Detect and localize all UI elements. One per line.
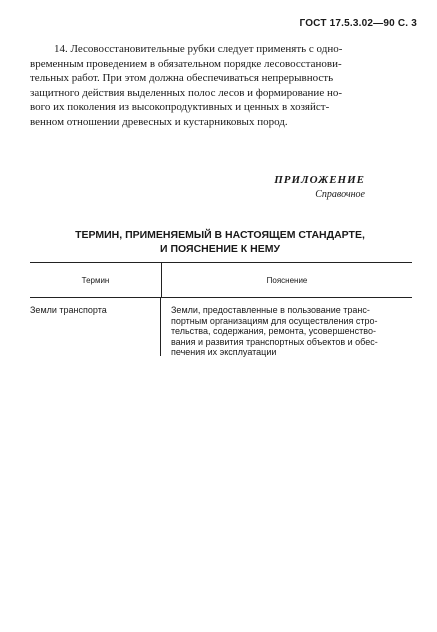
paragraph-line: вого их поколения из высокопродуктивных и ценных в хозяйст-	[30, 101, 330, 113]
appendix-subtitle: Справочное	[315, 189, 365, 200]
appendix-block	[274, 174, 365, 200]
terms-table	[30, 262, 412, 358]
table-header-row	[30, 263, 412, 297]
paragraph-line: временным проведением в обязательном порядке лесовосстанови-	[30, 57, 342, 70]
section-heading	[30, 228, 410, 256]
cell-term: Земли транспорта	[30, 298, 161, 356]
paragraph-line: венном отношении древесных и кустарниковых пород.	[30, 115, 288, 128]
paragraph-line: 14. Лесовосстановительные рубки следует применять с одно-	[54, 43, 343, 55]
explanation-line: портным организациям для осуществления стро-	[171, 315, 378, 326]
appendix-title: ПРИЛОЖЕНИЕ	[274, 174, 365, 186]
explanation-line: печения их эксплуатации	[171, 347, 277, 357]
explanation-line: Земли, предоставленные в пользование транс-	[171, 305, 370, 315]
cell-explanation	[161, 298, 412, 358]
page-header: ГОСТ 17.5.3.02—90 С. 3	[299, 18, 417, 29]
explanation-line: вания и развития транспортных объектов и обес-	[171, 336, 378, 347]
heading-line: ТЕРМИН, ПРИМЕНЯЕМЫЙ В НАСТОЯЩЕМ СТАНДАРТЕ,	[75, 229, 365, 241]
header-term: Термин	[30, 263, 162, 297]
explanation-line: тельства, содержания, ремонта, усовершенство-	[171, 326, 376, 336]
paragraph-line: тельных работ. При этом должна обеспечиваться непрерывность	[30, 72, 334, 84]
paragraph-14	[30, 42, 410, 129]
header-explanation: Пояснение	[266, 275, 308, 285]
table-row	[30, 298, 412, 358]
paragraph-line: защитного действия выделенных полос лесов и формирование но-	[30, 86, 343, 99]
heading-line: И ПОЯСНЕНИЕ К НЕМУ	[160, 243, 280, 255]
